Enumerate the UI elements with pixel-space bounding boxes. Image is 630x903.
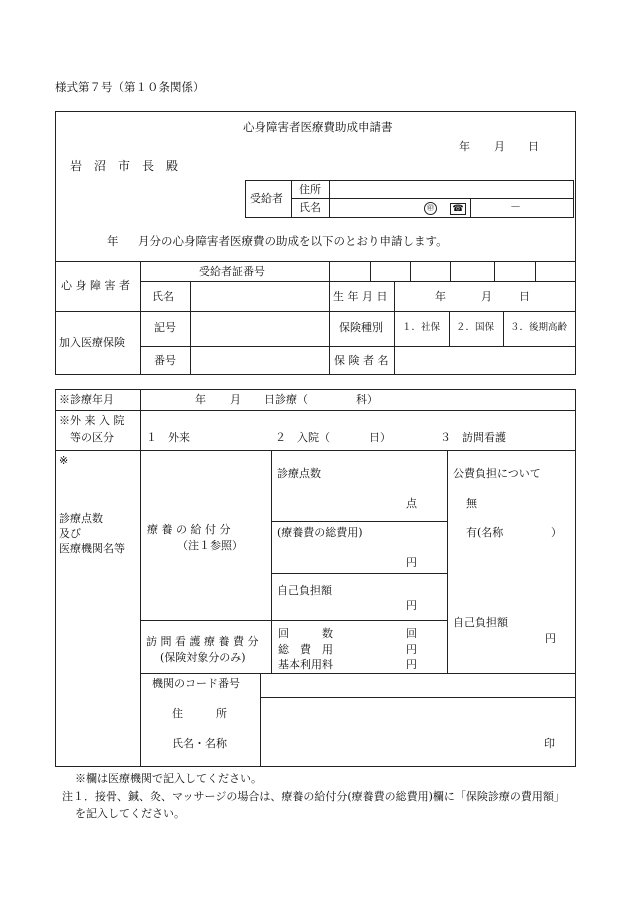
benefit-note: （注１参照） [177, 539, 243, 552]
insurance-symbol-input[interactable] [191, 312, 328, 345]
institution-code-label: 機関のコード番号 [152, 677, 240, 690]
points-unit: 点 [406, 497, 417, 510]
treatment-day: 日診療（ [264, 393, 308, 406]
note-2-line2: を記入してください。 [75, 807, 185, 820]
visit-option-inpatient[interactable]: ２ 入院（ [275, 431, 330, 444]
institution-address-label: 住 所 [172, 707, 227, 720]
total-cost-unit: 円 [406, 556, 417, 569]
treatment-label: ※診療年月 [59, 393, 114, 406]
public-self-pay-label: 自己負担額 [453, 616, 508, 629]
note-1: ※欄は医療機関で記入してください。 [75, 772, 262, 785]
cert-number-label: 受給者証番号 [199, 265, 265, 278]
public-yes-close: ） [551, 526, 562, 539]
public-yes[interactable]: 有(名称 [466, 526, 504, 539]
statement-year: 年 [107, 234, 119, 248]
points-label-1: 診療点数 [59, 512, 103, 525]
institution-code-input[interactable] [261, 674, 575, 696]
insurance-option-kokuho[interactable]: ２．国保 [456, 322, 495, 333]
visit-label-1: ※外 来 入 院 [59, 414, 125, 427]
public-none[interactable]: 無 [466, 497, 477, 510]
date-month: 月 [494, 140, 505, 153]
insurer-name-input[interactable] [395, 347, 575, 374]
statement-text: 月分の心身障害者医療費の助成を以下のとおり申請します。 [138, 234, 448, 248]
points-label-3: 医療機関名等 [59, 542, 125, 555]
cert-number-input[interactable] [330, 262, 575, 280]
public-label: 公費負担について [453, 467, 541, 480]
self-pay-label: 自己負担額 [277, 584, 332, 597]
recipient-name-input[interactable] [332, 199, 422, 217]
phone-dash: － [510, 200, 521, 213]
self-pay-unit: 円 [406, 599, 417, 612]
phone-icon: ☎ [450, 202, 466, 215]
visits-unit: 回 [406, 627, 417, 640]
date-year: 年 [459, 140, 470, 153]
date-day: 日 [528, 140, 539, 153]
phone-input[interactable] [471, 199, 573, 217]
visits-label: 回 数 [278, 627, 333, 640]
dob-year: 年 [435, 290, 446, 303]
recipient-address-input[interactable] [332, 181, 573, 197]
treatment-dept: 科） [356, 393, 378, 406]
dob-day: 日 [519, 290, 530, 303]
person-name-label: 氏名 [152, 290, 174, 303]
basic-fee-label: 基本利用料 [278, 658, 333, 671]
insurance-number-input[interactable] [191, 347, 328, 374]
dob-label: 生 年 月 日 [333, 290, 388, 303]
institution-seal: 印 [544, 737, 555, 750]
insurance-option-shaho[interactable]: １．社保 [402, 322, 441, 333]
treatment-month: 月 [230, 393, 241, 406]
total-cost-label: (療養費の総費用) [277, 526, 363, 539]
basic-fee-unit: 円 [406, 658, 417, 671]
institution-name-label: 氏名・名称 [172, 737, 227, 750]
insurer-name-label: 保 険 者 名 [334, 354, 389, 367]
note-2-line1: 注１．接骨、鍼、灸、マッサージの場合は、療養の給付分(療養費の総費用)欄に「保険診療の費用額」 [62, 790, 565, 803]
visit-option-nursing[interactable]: ３ 訪問看護 [440, 431, 506, 444]
benefit-label: 療 養 の 給 付 分 [147, 523, 231, 536]
dob-month: 月 [481, 290, 492, 303]
institution-details-input[interactable] [261, 698, 575, 766]
form-title: 心身障害者医療費助成申請書 [243, 120, 393, 134]
visit-option-inpatient-days: 日） [369, 431, 391, 444]
nursing-total-unit: 円 [406, 643, 417, 656]
recipient-label: 受給者 [250, 192, 283, 205]
seal-mark: ㊞ [424, 202, 437, 215]
person-name-input[interactable] [191, 282, 328, 310]
insurance-number-label: 番号 [154, 354, 176, 367]
form-number: 様式第７号（第１０条関係） [55, 80, 205, 94]
insurance-symbol-label: 記号 [154, 321, 176, 334]
recipient-name-label: 氏名 [299, 201, 321, 214]
points-label-2: 及び [59, 527, 81, 540]
insurance-type-label: 保険種別 [339, 321, 383, 334]
nursing-total-label: 総 費 用 [278, 643, 333, 656]
insurance-option-kouki[interactable]: ３．後期高齢 [510, 322, 568, 333]
disabled-person-label: 心 身 障 害 者 [61, 279, 130, 292]
public-self-pay-unit: 円 [545, 632, 556, 645]
addressee: 岩 沼 市 長 殿 [70, 159, 179, 173]
insurance-label: 加入医療保険 [59, 336, 125, 349]
points-title: 診療点数 [277, 467, 321, 480]
visit-option-outpatient[interactable]: １ 外来 [146, 431, 190, 444]
visit-label-2: 等の区分 [70, 431, 114, 444]
nursing-label: 訪 問 看 護 療 養 費 分 [146, 635, 259, 648]
recipient-address-label: 住所 [299, 183, 321, 196]
medical-mark: ※ [59, 454, 69, 467]
treatment-year: 年 [195, 393, 206, 406]
nursing-note: (保険対象分のみ) [160, 651, 246, 664]
